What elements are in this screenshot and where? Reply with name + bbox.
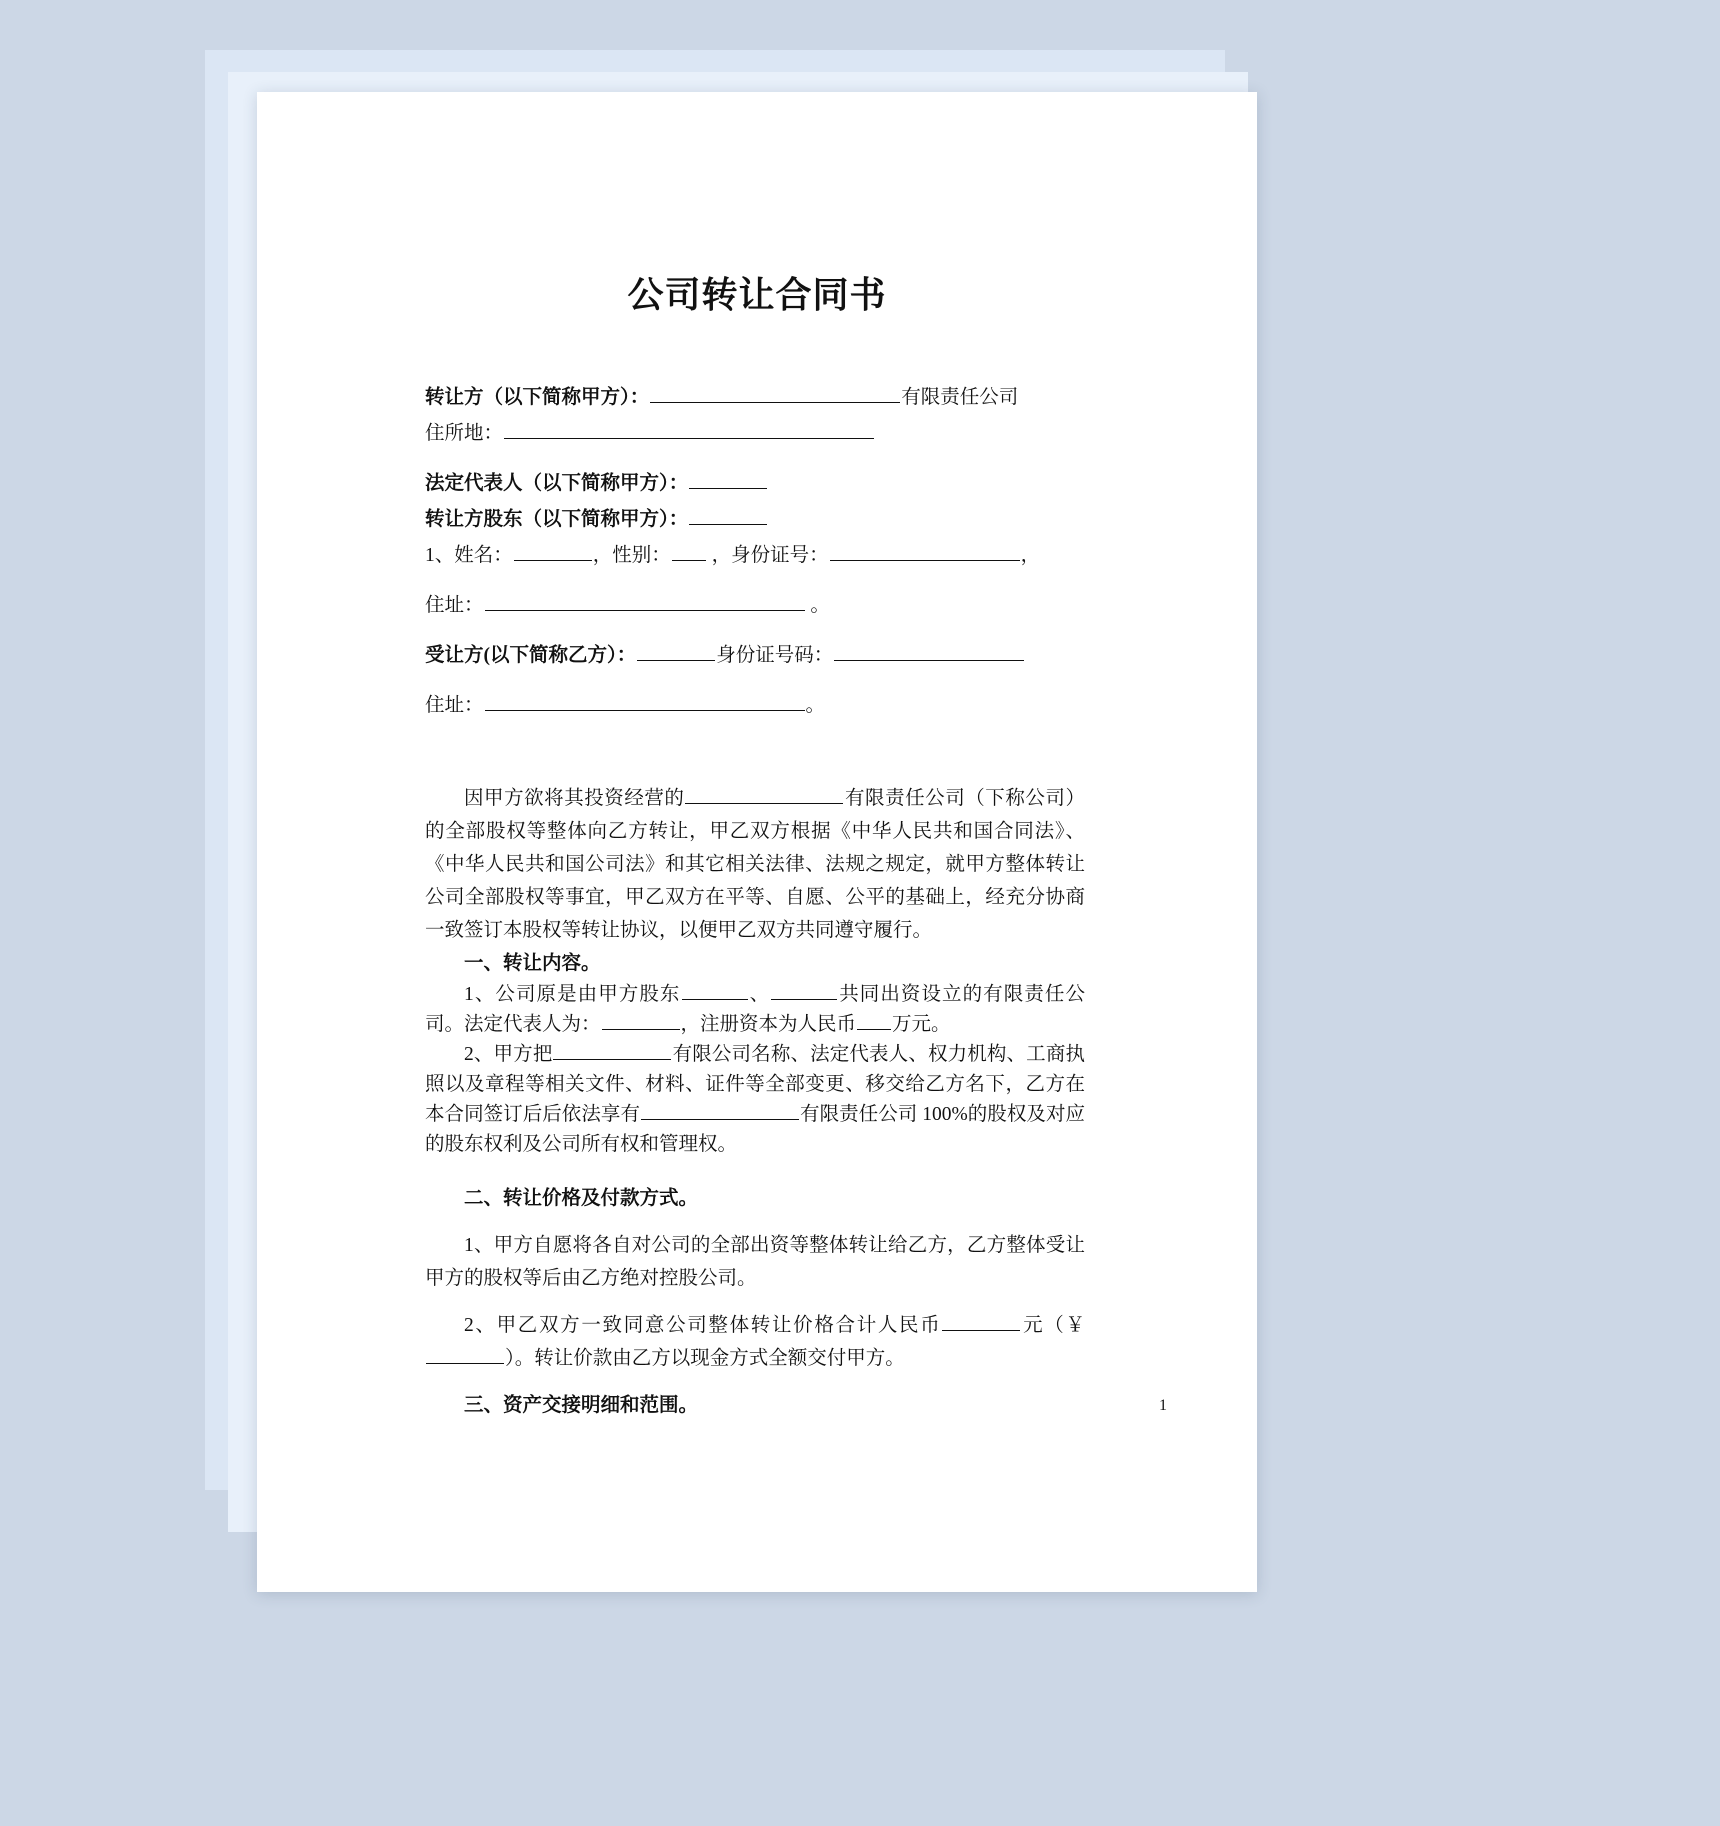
transferee-id-label: 身份证号码： (716, 645, 834, 666)
section-heading-2: 二、转让价格及付款方式。 (464, 1188, 699, 1209)
transferor-line (425, 380, 1105, 416)
document-page-content (257, 92, 1257, 1592)
spacer (425, 724, 1105, 782)
spacer (425, 574, 1105, 588)
shareholder-name-blank[interactable] (514, 541, 592, 561)
s1i1-suffix: 万元。 (892, 1014, 951, 1035)
transferee-id-blank[interactable] (834, 641, 1024, 661)
section-1-item-2 (425, 1040, 1085, 1160)
page-title: 公司转让合同书 (627, 275, 887, 316)
transferor-shareholder-blank[interactable] (689, 505, 767, 525)
shareholder-name-label: 1、姓名： (425, 545, 513, 566)
transferee-label: 受让方(以下简称乙方）： (425, 645, 637, 666)
spacer (425, 452, 1105, 466)
transferee-address-period: 。 (805, 695, 826, 716)
s1i2-mid2: 有限责任公司 100%的股权及对应的股东权利及公司所有权和管理权。 (425, 1104, 1085, 1155)
document-page (257, 92, 1257, 1592)
section-2-item-2 (425, 1309, 1085, 1375)
spacer (425, 1375, 1105, 1389)
s1i1-shareholder-a-blank[interactable] (682, 980, 748, 1000)
legal-rep-blank[interactable] (689, 469, 767, 489)
shareholder-address-blank[interactable] (485, 591, 805, 611)
page-number: 1 (1159, 1397, 1167, 1414)
spacer (425, 1215, 1105, 1229)
transferor-address-line (425, 416, 1105, 452)
s1i1-legal-rep-blank[interactable] (602, 1010, 680, 1030)
s1i2-mid1: 有限公司名称、法定代表人、权力机构、工商执照以及章程等相关文件、材料、证件等全部变更、移交给乙方名下，乙方在本合同签订后后依法享有 (425, 1044, 1085, 1125)
shareholder-gender-blank[interactable] (672, 541, 706, 561)
shareholder-address-line (425, 588, 1105, 624)
document-body (425, 380, 1105, 1422)
transferor-address-blank[interactable] (504, 419, 874, 439)
shareholder-id-label: ，身份证号： (711, 545, 829, 566)
s1i1-mid2: 共同出资设立的有限责任公司。法定代表人为： (425, 984, 1085, 1035)
s2i2-mid1: 元（￥ (1021, 1315, 1085, 1336)
spacer (425, 1160, 1105, 1182)
s1i2-company-blank[interactable] (553, 1040, 671, 1060)
transferor-shareholder-line (425, 502, 1105, 538)
section-heading-1: 一、转让内容。 (464, 953, 601, 974)
preamble-paragraph (425, 782, 1085, 947)
preamble-company-blank[interactable] (685, 784, 843, 804)
shareholder-detail-line (425, 538, 1105, 574)
spacer (425, 674, 1105, 688)
s2i2-price-numeric-blank[interactable] (426, 1344, 504, 1364)
shareholder-gender-label: ，性别： (592, 545, 671, 566)
shareholder-address-period: 。 (810, 595, 830, 616)
legal-rep-line (425, 466, 1105, 502)
transferor-shareholder-label: 转让方股东（以下简称甲方）： (425, 509, 689, 530)
shareholder-address-label: 住址： (425, 595, 484, 616)
shareholder-id-blank[interactable] (830, 541, 1020, 561)
s1i1-mid1: 、 (748, 984, 771, 1005)
transferee-line (425, 638, 1105, 674)
transferor-address-label: 住所地： (425, 423, 504, 444)
transferee-address-label: 住址： (425, 695, 484, 716)
spacer (425, 1295, 1105, 1309)
transferor-name-blank[interactable] (650, 383, 900, 403)
section-heading-3: 三、资产交接明细和范围。 (464, 1395, 699, 1416)
transferee-address-blank[interactable] (485, 691, 805, 711)
s1i2-prefix: 2、甲方把 (464, 1044, 553, 1065)
s2i2-price-blank[interactable] (942, 1311, 1020, 1331)
preamble-rest: 有限责任公司（下称公司）的全部股权等整体向乙方转让，甲乙双方根据《中华人民共和国合同法》、《中华人民共和国公司法》和其它相关法律、法规之规定，就甲方整体转让公司全部股权等事宜，甲乙双方在平等、自愿、公平的基础上，经充分协商一致签订本股权等转让协议，以便甲乙双方共同遵守履行。 (425, 788, 1085, 941)
s1i1-mid3: ，注册资本为人民币 (680, 1014, 857, 1035)
s2i2-mid2: ）。转让价款由乙方以现金方式全额交付甲方。 (505, 1348, 905, 1369)
s1i1-prefix: 1、公司原是由甲方股东 (464, 984, 681, 1005)
transferee-address-line (425, 688, 1105, 724)
s1i2-company2-blank[interactable] (641, 1100, 799, 1120)
s2i2-prefix: 2、甲乙双方一致同意公司整体转让价格合计人民币 (464, 1315, 942, 1336)
spacer (425, 624, 1105, 638)
s1i1-shareholder-b-blank[interactable] (771, 980, 837, 1000)
shareholder-trailing-comma: ， (1020, 545, 1041, 566)
transferor-suffix: 有限责任公司 (901, 387, 1019, 408)
transferor-label: 转让方（以下简称甲方）： (425, 387, 650, 408)
legal-rep-label: 法定代表人（以下简称甲方）： (425, 473, 689, 494)
transferee-name-blank[interactable] (637, 641, 715, 661)
s1i1-capital-blank[interactable] (857, 1010, 891, 1030)
section-2-item-1: 1、甲方自愿将各自对公司的全部出资等整体转让给乙方，乙方整体受让甲方的股权等后由乙方绝对控股公司。 (425, 1235, 1085, 1289)
section-1-item-1 (425, 980, 1085, 1040)
preamble-lead: 因甲方欲将其投资经营的 (464, 788, 685, 809)
